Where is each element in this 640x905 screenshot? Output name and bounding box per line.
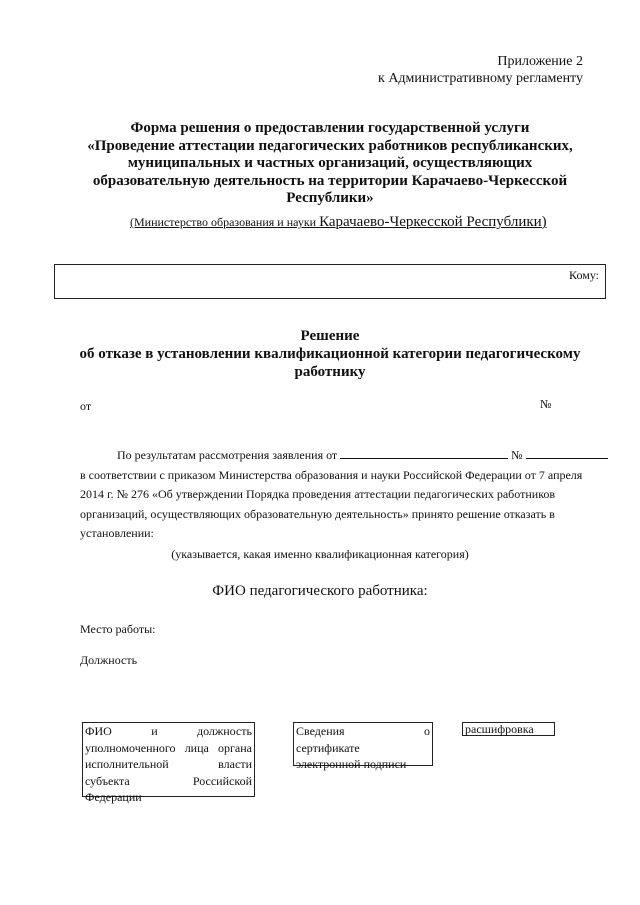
ministry-name-part2: Карачаево-Черкесской Республики) [319,214,547,230]
cert-word: сертификате [296,740,360,755]
recipient-box[interactable] [54,264,606,299]
decision-subtitle: работнику [294,364,366,380]
decision-heading: Решение [300,328,360,344]
signature-decoding-block: расшифровка [462,722,555,736]
sig-word: Российской [192,773,252,788]
application-number-label: № [511,448,523,462]
cert-word: Сведения [296,724,345,738]
paragraph-line: в соответствии с приказом Министерства образования и науки Российской Федерации от 7 апреля [80,467,583,482]
workplace-label: Место работы: [80,622,156,636]
form-title-line: Форма решения о предоставлении государственной услуги [130,120,530,136]
sig-word: субъекта [85,773,130,788]
sig-word: органа [217,740,252,755]
recipient-label: Кому: [569,268,599,282]
paragraph-line: организаций, осуществляющих образовательную деятельность» принято решение отказать в [80,506,555,521]
form-title-line: образовательную деятельность на территории Карачаево-Черкесской [92,172,568,189]
decision-title [60,327,600,381]
decision-subtitle: об отказе в установлении квалификационной категории педагогическому [79,346,581,362]
sig-word: исполнительной [85,757,169,771]
paragraph-first-line [80,446,600,466]
paragraph-line: 2014 г. № 276 «Об утверждении Порядка проведения аттестации педагогических работников [80,487,556,501]
form-title-line: «Проведение аттестации педагогических работников республиканских, [87,137,573,154]
ministry-name [130,214,547,231]
sig-word: лица [184,740,209,755]
paragraph-line: установлении: [80,526,154,540]
sig-word: должность [196,724,252,738]
form-title-line: Республики» [286,190,374,206]
sig-word: ФИО [85,724,112,738]
date-from-label: от [80,399,92,413]
application-number-field[interactable] [526,448,608,459]
appendix-header [378,53,583,87]
form-title-line: муниципальных и частных организаций, осуществляющих [127,155,533,171]
position-label: Должность [80,653,138,667]
decision-number-label: № [540,397,552,411]
appendix-reference: к Административному регламенту [378,71,583,86]
official-signature-block [82,722,255,804]
appendix-number: Приложение 2 [497,54,583,69]
application-date-field[interactable] [340,448,508,459]
cert-word: электронной подписи [296,757,407,771]
form-title [60,120,600,208]
application-date-label: По результатам рассмотрения заявления от [117,448,338,462]
certificate-info-block [293,722,433,771]
sig-word: и [151,724,158,738]
ministry-name-part1: (Министерство образования и науки [130,215,320,229]
employee-name-heading: ФИО педагогического работника: [212,583,428,599]
sig-word: власти [218,757,252,771]
cert-word: о [424,724,430,738]
decision-paragraph [80,446,600,544]
sig-word: Федерации [85,790,142,804]
category-note: (указывается, какая именно квалификационная категория) [171,547,469,561]
sig-word: уполномоченного [85,740,176,755]
